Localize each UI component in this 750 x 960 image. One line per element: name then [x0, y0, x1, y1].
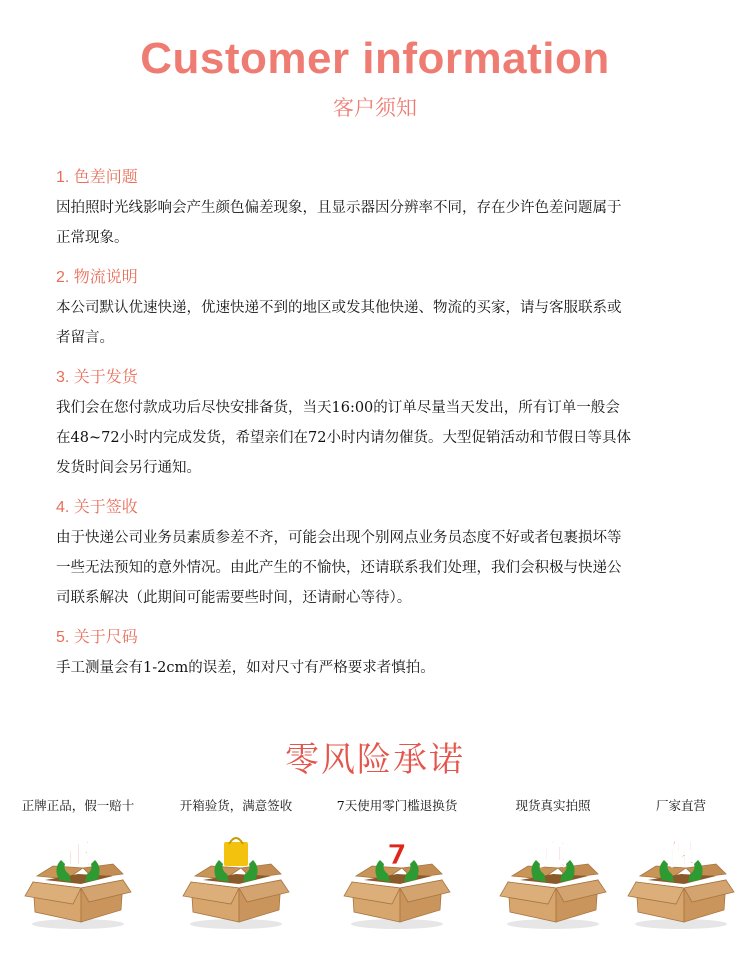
section-line: 手工测量会有1-2cm的误差，如对尺寸有严格要求者慎拍。	[56, 660, 435, 676]
section-color-difference	[56, 163, 716, 253]
feature-return	[312, 796, 482, 930]
shopping-bag-icon	[224, 842, 248, 866]
section-line: 者留言。	[56, 330, 114, 346]
section-logistics	[56, 263, 716, 353]
section-line: 因拍照时光线影响会产生颜色偏差现象，且显示器因分辨率不同，存在少许色差问题属于	[56, 200, 622, 216]
feature-label: 厂家直营	[655, 798, 706, 813]
box-symbol	[667, 838, 695, 871]
section-line: 正常现象。	[56, 230, 129, 246]
section-heading: 4. 关于签收	[56, 499, 138, 516]
box-symbol	[387, 838, 406, 871]
section-heading: 5. 关于尺码	[56, 629, 138, 646]
section-line: 在48~72小时内完成发货，希望亲们在72小时内请勿催货。大型促销活动和节假日等具体	[56, 430, 631, 446]
box-symbol-text: 真	[538, 838, 568, 871]
promise-features	[0, 796, 750, 946]
section-line: 我们会在您付款成功后尽快安排备货，当天16:00的订单尽量当天发出，所有订单一般会	[56, 400, 620, 416]
box-symbol-text: 正	[63, 838, 93, 871]
section-body	[56, 653, 716, 683]
box-symbol	[224, 838, 248, 866]
page-title-chinese: 客户须知	[333, 96, 417, 120]
section-shipping	[56, 363, 716, 483]
promise-title: 零风险承诺	[285, 740, 465, 780]
section-line: 一些无法预知的意外情况。由此产生的不愉快，还请联系我们处理，我们会积极与快递公	[56, 560, 622, 576]
section-line: 司联系解决（此期间可能需要些时间，还请耐心等待）。	[56, 590, 412, 606]
box-hands-zhen-icon	[498, 830, 608, 930]
section-heading: 1. 色差问题	[56, 169, 138, 186]
page-title-english: Customer information	[140, 34, 610, 83]
feature-label: 正牌正品，假一赔十	[21, 798, 135, 813]
box-hands-seven-icon	[342, 830, 452, 930]
feature-inspect	[151, 796, 321, 930]
feature-label: 开箱验货，满意签收	[179, 798, 293, 813]
box-hands-shopping-bag-icon	[181, 830, 291, 930]
feature-factory-direct	[596, 796, 750, 930]
notice-sections	[56, 163, 716, 693]
section-heading: 2. 物流说明	[56, 269, 138, 286]
box-symbol-text: 保	[666, 838, 696, 871]
section-body	[56, 293, 716, 353]
feature-label: 7天使用零门槛退换货	[336, 798, 458, 813]
section-receipt	[56, 493, 716, 613]
section-line: 本公司默认优速快递，优速快递不到的地区或发其他快递、物流的买家，请与客服联系或	[56, 300, 622, 316]
box-symbol	[539, 838, 568, 871]
box-hands-zheng-icon	[23, 830, 133, 930]
section-body	[56, 523, 716, 613]
box-symbol	[64, 838, 92, 871]
box-hands-bao-icon	[626, 830, 736, 930]
feature-genuine	[0, 796, 163, 930]
feature-label: 现货真实拍照	[515, 798, 591, 813]
box-symbol-text: 7	[387, 838, 407, 871]
section-heading: 3. 关于发货	[56, 369, 138, 386]
section-line: 由于快递公司业务员素质参差不齐，可能会出现个别网点业务员态度不好或者包裹损坏等	[56, 530, 622, 546]
section-line: 发货时间会另行通知。	[56, 460, 201, 476]
section-sizing	[56, 623, 716, 683]
section-body	[56, 193, 716, 253]
section-body	[56, 393, 716, 483]
